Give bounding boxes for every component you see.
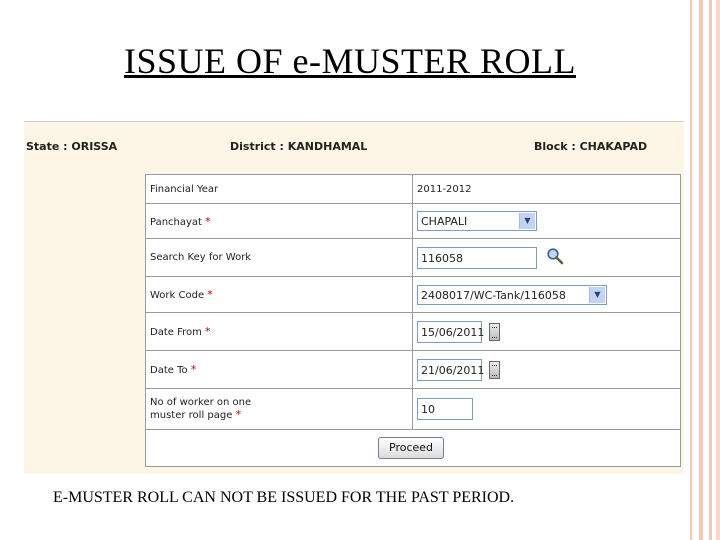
date-from-value-cell bbox=[413, 313, 681, 351]
workers-per-page-input[interactable]: 10 bbox=[417, 398, 473, 420]
date-to-value-cell bbox=[413, 351, 681, 389]
workers-per-page-value-cell bbox=[413, 389, 681, 430]
decorative-stripe bbox=[716, 0, 720, 540]
panchayat-label-text: Panchayat bbox=[150, 216, 202, 228]
form-row-date-from bbox=[146, 313, 681, 351]
form-row-panchayat bbox=[146, 204, 681, 239]
work-code-selected-value: 2408017/WC-Tank/116058 bbox=[421, 288, 566, 302]
decorative-stripe bbox=[709, 0, 712, 540]
required-marker: * bbox=[205, 214, 211, 228]
panchayat-selected-value: CHAPALI bbox=[421, 215, 468, 228]
workers-per-page-label-line2-wrap bbox=[150, 408, 408, 421]
form-row-date-to bbox=[146, 351, 681, 389]
magnifier-icon[interactable] bbox=[546, 247, 564, 268]
chevron-down-icon[interactable]: ▼ bbox=[589, 287, 605, 303]
district-info: District : KANDHAMAL bbox=[230, 140, 368, 153]
work-code-select[interactable] bbox=[417, 285, 607, 305]
state-info: State : ORISSA bbox=[26, 140, 118, 153]
chevron-down-icon[interactable]: ▼ bbox=[519, 213, 535, 229]
block-info: Block : CHAKAPAD bbox=[534, 140, 648, 153]
muster-roll-form bbox=[145, 174, 681, 467]
search-key-input[interactable]: 116058 bbox=[417, 247, 537, 269]
location-info-bar bbox=[24, 140, 684, 156]
proceed-button[interactable]: Proceed bbox=[378, 437, 444, 459]
financial-year-value-cell bbox=[413, 175, 681, 204]
form-row-proceed bbox=[146, 430, 681, 467]
date-to-label-text: Date To bbox=[150, 365, 188, 376]
required-marker: * bbox=[207, 288, 213, 301]
slide-title: ISSUE OF e-MUSTER ROLL bbox=[123, 41, 577, 81]
panchayat-value-cell bbox=[413, 204, 681, 239]
form-row-workers-per-page bbox=[146, 389, 681, 430]
required-marker: * bbox=[235, 408, 242, 421]
work-code-value-cell bbox=[413, 277, 681, 313]
date-from-label-text: Date From bbox=[150, 327, 202, 338]
panchayat-select[interactable] bbox=[417, 211, 537, 231]
muster-roll-form-panel bbox=[24, 121, 684, 474]
financial-year-label bbox=[146, 175, 413, 204]
date-from-label bbox=[146, 313, 413, 351]
date-to-input[interactable]: 21/06/2011 bbox=[417, 359, 482, 381]
financial-year-value: 2011-2012 bbox=[417, 183, 472, 195]
calendar-icon[interactable] bbox=[489, 323, 500, 341]
workers-per-page-label-line1: No of worker on one bbox=[150, 397, 252, 408]
footer-note: E-MUSTER ROLL CAN NOT BE ISSUED FOR THE PAST PERIOD. bbox=[53, 489, 515, 506]
form-row-work-code bbox=[146, 277, 681, 313]
panchayat-label bbox=[146, 204, 413, 239]
date-from-input[interactable]: 15/06/2011 bbox=[417, 321, 482, 343]
search-key-label bbox=[146, 239, 413, 277]
required-marker: * bbox=[190, 363, 197, 376]
date-to-label bbox=[146, 351, 413, 389]
workers-per-page-label bbox=[146, 389, 413, 430]
search-key-label-text: Search Key for Work bbox=[150, 252, 252, 263]
form-row-financial-year bbox=[146, 175, 681, 204]
calendar-icon[interactable] bbox=[489, 361, 500, 379]
proceed-cell bbox=[146, 430, 681, 467]
required-marker: * bbox=[205, 325, 211, 338]
search-key-value-cell bbox=[413, 239, 681, 277]
form-row-search-key bbox=[146, 239, 681, 277]
work-code-label bbox=[146, 277, 413, 313]
workers-per-page-label-line2: muster roll page bbox=[150, 410, 233, 421]
work-code-label-text: Work Code bbox=[150, 290, 205, 301]
financial-year-label-text: Financial Year bbox=[150, 183, 219, 195]
